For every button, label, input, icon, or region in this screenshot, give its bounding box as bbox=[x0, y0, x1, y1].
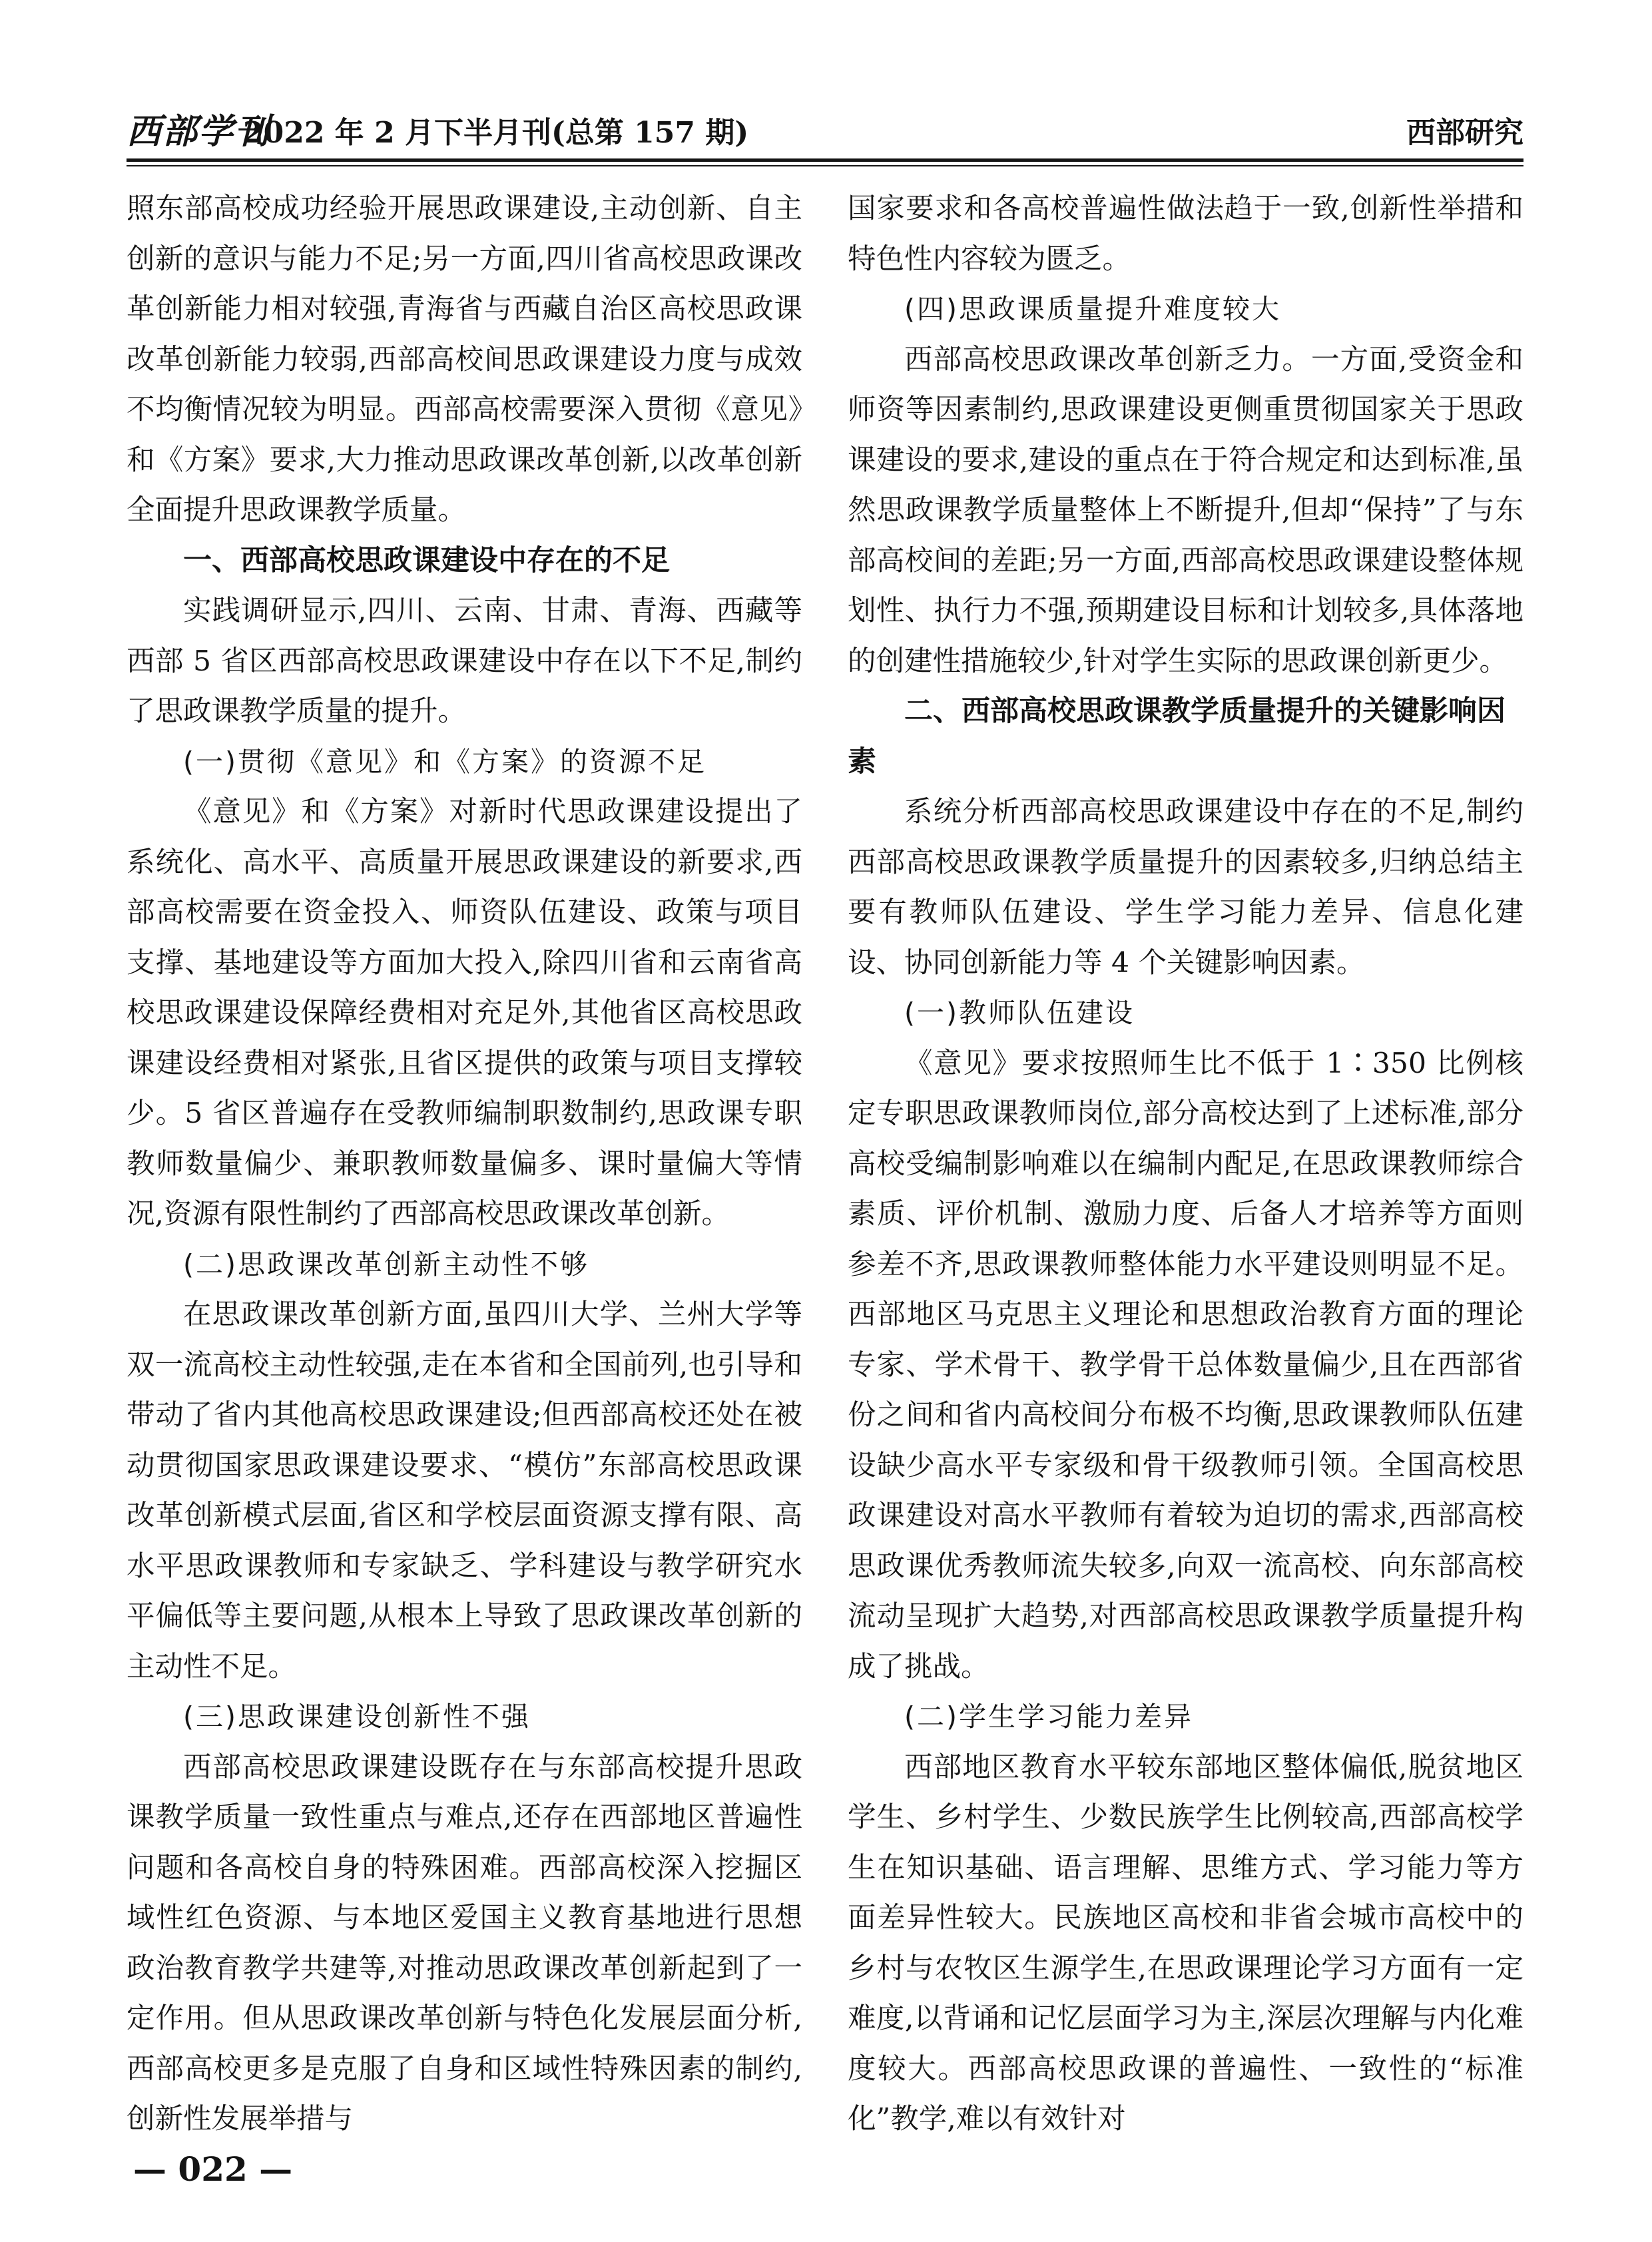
subsection-heading: (四)思政课质量提升难度较大 bbox=[904, 293, 1281, 325]
left-column bbox=[127, 184, 802, 2135]
body-paragraph: 在思政课改革创新方面,虽四川大学、兰州大学等双一流高校主动性较强,走在本省和全国前列,也引导和带动了省内其他高校思政课建设;但西部高校还处在被动贯彻国家思政课建设要求、“模仿”东部高校思政课改革创新模式层面,省区和学校层面资源支撑有限、高水平思政课教师和专家缺乏、学科建设与教学研究水平偏低等主要问题,从根本上导致了思政课改革创新的主动性不足。 bbox=[127, 1298, 802, 1683]
journal-logo: 西部学刊 bbox=[127, 111, 271, 152]
body-paragraph: 系统分析西部高校思政课建设中存在的不足,制约西部高校思政课教学质量提升的因素较多,归纳总结主要有教师队伍建设、学生学习能力差异、信息化建设、协同创新能力等 4 个关键影响因素。 bbox=[848, 796, 1523, 980]
subsection-heading: (一)教师队伍建设 bbox=[904, 997, 1135, 1029]
subsection-heading: (一)贯彻《意见》和《方案》的资源不足 bbox=[183, 745, 706, 778]
header-rule-thin bbox=[127, 165, 1523, 166]
body-paragraph: 西部地区教育水平较东部地区整体偏低,脱贫地区学生、乡村学生、少数民族学生比例较高,西部高校学生在知识基础、语言理解、思维方式、学习能力等方面差异性较大。民族地区高校和非省会城市高校中的乡村与农牧区生源学生,在思政课理论学习方面有一定难度,以背诵和记忆层面学习为主,深层次理解与内化难度较大。西部高校思政课的普遍性、一致性的“标准化”教学,难以有效针对 bbox=[848, 1751, 1523, 2135]
subsection-heading: (二)思政课改革创新主动性不够 bbox=[183, 1248, 589, 1280]
section-heading: 一、西部高校思政课建设中存在的不足 bbox=[183, 543, 670, 577]
header-rule bbox=[127, 158, 1523, 162]
body-paragraph: 实践调研显示,四川、云南、甘肃、青海、西藏等西部 5 省区西部高校思政课建设中存在以下不足,制约了思政课教学质量的提升。 bbox=[127, 595, 802, 728]
subsection-heading: (二)学生学习能力差异 bbox=[904, 1701, 1193, 1733]
right-column bbox=[848, 184, 1523, 2135]
subsection-heading: (三)思政课建设创新性不强 bbox=[183, 1701, 531, 1733]
page-header bbox=[127, 100, 1523, 160]
page-number: — 022 — bbox=[133, 2149, 293, 2189]
body-paragraph: 照东部高校成功经验开展思政课建设,主动创新、自主创新的意识与能力不足;另一方面,四川省高校思政课改革创新能力相对较强,青海省与西藏自治区高校思政课改革创新能力较弱,西部高校间思政课建设力度与成效不均衡情况较为明显。西部高校需要深入贯彻《意见》和《方案》要求,大力推动思政课改革创新,以改革创新全面提升思政课教学质量。 bbox=[127, 192, 802, 527]
body-paragraph: 《意见》要求按照师生比不低于 1∶350 比例核定专职思政课教师岗位,部分高校达到了上述标准,部分高校受编制影响难以在编制内配足,在思政课教师综合素质、评价机制、激励力度、后备人才培养等方面则参差不齐,思政课教师整体能力水平建设则明显不足。西部地区马克思主义理论和思想政治教育方面的理论专家、学术骨干、教学骨干总体数量偏少,且在西部省份之间和省内高校间分布极不均衡,思政课教师队伍建设缺少高水平专家级和骨干级教师引领。全国高校思政课建设对高水平教师有着较为迫切的需求,西部高校思政课优秀教师流失较多,向双一流高校、向东部高校流动呈现扩大趋势,对西部高校思政课教学质量提升构成了挑战。 bbox=[848, 1047, 1523, 1683]
body-paragraph: 《意见》和《方案》对新时代思政课建设提出了系统化、高水平、高质量开展思政课建设的新要求,西部高校需要在资金投入、师资队伍建设、政策与项目支撑、基地建设等方面加大投入,除四川省和云南省高校思政课建设保障经费相对充足外,其他省区高校思政课建设经费相对紧张,且省区提供的政策与项目支撑较少。5 省区普遍存在受教师编制职数制约,思政课专职教师数量偏少、兼职教师数量偏多、课时量偏大等情况,资源有限性制约了西部高校思政课改革创新。 bbox=[127, 796, 802, 1231]
body-paragraph: 西部高校思政课改革创新乏力。一方面,受资金和师资等因素制约,思政课建设更侧重贯彻国家关于思政课建设的要求,建设的重点在于符合规定和达到标准,虽然思政课教学质量整体上不断提升,但却“保持”了与东部高校间的差距;另一方面,西部高校思政课建设整体规划性、执行力不强,预期建设目标和计划较多,具体落地的创建性措施较少,针对学生实际的思政课创新更少。 bbox=[848, 343, 1523, 678]
body-paragraph: 国家要求和各高校普遍性做法趋于一致,创新性举措和特色性内容较为匮乏。 bbox=[848, 192, 1523, 276]
body-paragraph: 西部高校思政课建设既存在与东部高校提升思政课教学质量一致性重点与难点,还存在西部地区普遍性问题和各高校自身的特殊困难。西部高校深入挖掘区域性红色资源、与本地区爱国主义教育基地进行思想政治教育教学共建等,对推动思政课改革创新起到了一定作用。但从思政课改革创新与特色化发展层面分析,西部高校更多是克服了自身和区域性特殊因素的制约,创新性发展举措与 bbox=[127, 1751, 802, 2135]
issue-info: 2022 年 2 月下半月刊(总第 157 期) bbox=[243, 116, 749, 150]
section-title: 西部研究 bbox=[1406, 116, 1523, 150]
section-heading: 二、西部高校思政课教学质量提升的关键影响因素 bbox=[848, 695, 1506, 778]
